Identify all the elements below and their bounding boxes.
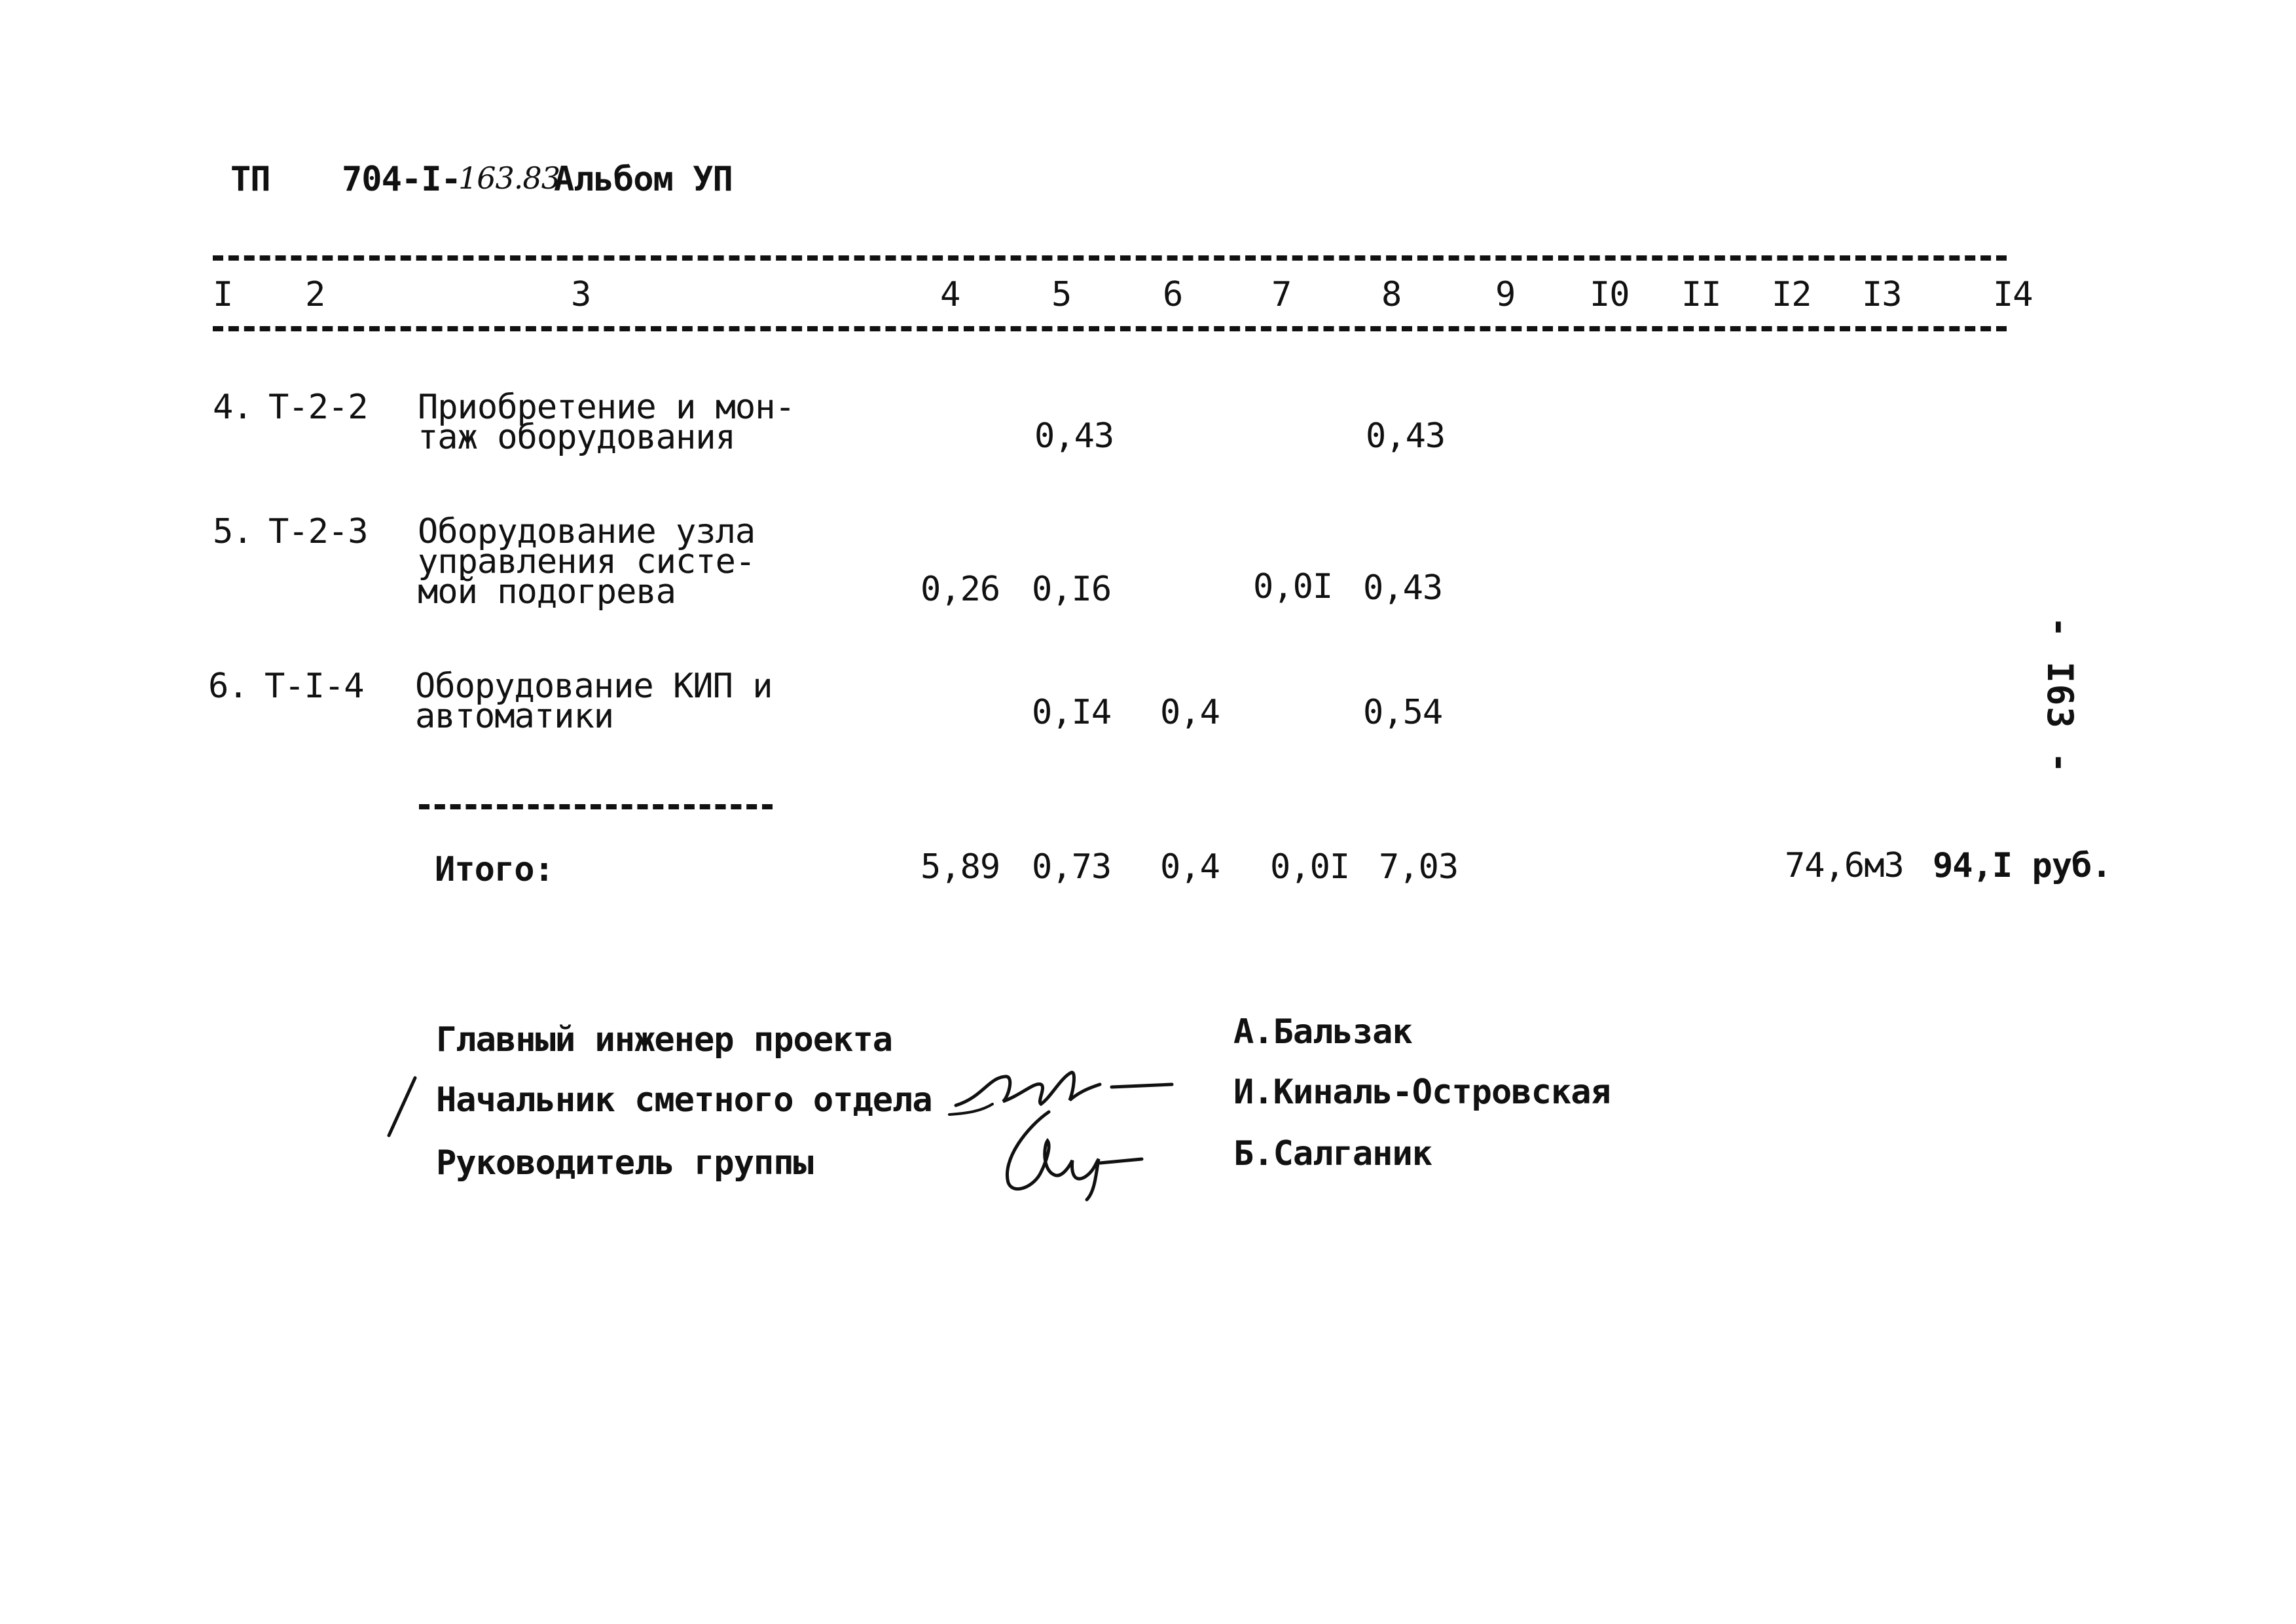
col-header-6: 6 <box>1163 275 1183 314</box>
row-description-line: автоматики <box>415 697 614 736</box>
check-mark-icon <box>384 1074 423 1139</box>
col-header-10: I0 <box>1590 275 1630 314</box>
handwritten-signature-icon <box>989 1107 1159 1205</box>
total-col-12: 74,6м3 <box>1785 846 1904 885</box>
cell-col-6: 0,4 <box>1160 693 1220 732</box>
row-description-line: Оборудование узла <box>418 512 756 551</box>
total-col-7: 0,0I <box>1270 847 1350 887</box>
signature-name: И.Киналь-Островская <box>1233 1073 1611 1112</box>
signature-role: Руководитель группы <box>436 1143 813 1183</box>
row-description-line: Оборудование КИП и <box>415 667 773 706</box>
cell-col-7: 0,0I <box>1253 567 1333 606</box>
cell-col-8: 0,43 <box>1363 568 1443 608</box>
cell-col-5: 0,43 <box>1034 416 1114 456</box>
row-description-line: таж оборудования <box>418 418 735 457</box>
row-number: 6. <box>208 667 248 706</box>
row-description-line: управления систе- <box>418 542 756 581</box>
signature-role: Главный инженер проекта <box>436 1020 893 1060</box>
cell-col-5: 0,I6 <box>1032 570 1112 609</box>
col-header-4: 4 <box>940 275 960 314</box>
total-col-5: 0,73 <box>1032 847 1112 887</box>
row-code: Т-I-4 <box>264 667 364 706</box>
series-label: ТП <box>230 160 270 199</box>
total-label: Итого: <box>435 850 554 889</box>
total-rule <box>419 804 773 809</box>
signature-name: Б.Салганик <box>1233 1134 1432 1173</box>
document-code-prefix: 704-I- <box>342 160 461 199</box>
col-header-13: I3 <box>1862 275 1902 314</box>
row-description-line: Приобретение и мон- <box>418 388 795 427</box>
row-code: Т-2-3 <box>268 512 368 551</box>
cell-col-8: 0,43 <box>1366 416 1446 456</box>
row-number: 4. <box>213 388 253 427</box>
album-label: Альбом УП <box>554 160 733 199</box>
cell-col-4: 0,26 <box>920 570 1000 609</box>
col-header-8: 8 <box>1381 275 1402 314</box>
signature-name: А.Бальзак <box>1233 1012 1412 1052</box>
total-col-14: 94,I руб. <box>1933 846 2111 885</box>
row-code: Т-2-2 <box>268 388 368 427</box>
col-header-7: 7 <box>1271 275 1292 314</box>
total-col-6: 0,4 <box>1160 847 1220 887</box>
row-description-line: мой подогрева <box>418 572 676 612</box>
signature-role: Начальник сметного отдела <box>436 1080 932 1120</box>
col-header-9: 9 <box>1495 275 1516 314</box>
total-col-4: 5,89 <box>920 847 1000 887</box>
col-header-3: 3 <box>571 275 591 314</box>
cell-col-8: 0,54 <box>1363 693 1443 732</box>
header-bottom-rule <box>213 326 2007 331</box>
row-number: 5. <box>213 512 253 551</box>
col-header-1: I <box>213 275 233 314</box>
col-header-12: I2 <box>1772 275 1812 314</box>
col-header-14: I4 <box>1993 275 2033 314</box>
total-col-8: 7,03 <box>1379 847 1459 887</box>
cell-col-5: 0,I4 <box>1032 693 1112 732</box>
header-top-rule <box>213 255 2007 261</box>
page-marker: - I63 - <box>2039 616 2081 775</box>
col-header-5: 5 <box>1051 275 1072 314</box>
col-header-11: II <box>1681 275 1721 314</box>
document-code-handwritten: 163.83 <box>458 160 560 196</box>
col-header-2: 2 <box>305 275 325 314</box>
